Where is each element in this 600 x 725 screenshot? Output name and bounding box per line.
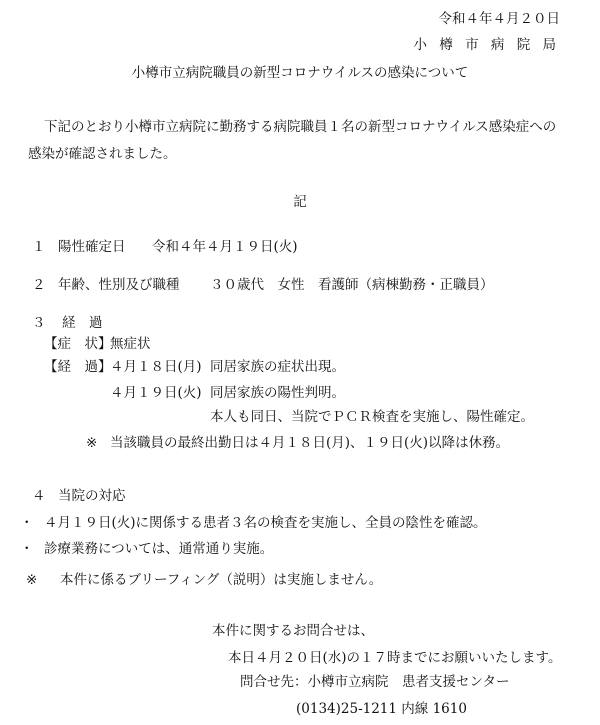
bullet-1: ・ [20,515,34,531]
section-2-number: ２ [32,277,46,293]
section-4-number: ４ [32,488,46,504]
course-1-date: ４月１８日(月) [110,359,202,375]
section-3-number: ３ [32,315,46,331]
contact-line-3: 問合せ先：小樽市立病院 患者支援センター [240,674,510,690]
symptom-label: 【症 状】 [44,336,112,352]
organization-name: 小 樽 市 病 院 局 [413,37,560,53]
intro-line-1: 下記のとおり小樽市立病院に勤務する病院職員１名の新型コロナウイルス感染症への [44,119,557,135]
date: 令和４年４月２０日 [438,11,560,27]
course-2-text-2: 本人も同日、当院でＰＣＲ検査を実施し、陽性確定。 [210,409,534,425]
remark-text: 本件に係るブリーフィング（説明）は実施しません。 [60,572,383,588]
course-label: 【経 過】 [44,359,112,375]
section-2-label: 年齢、性別及び職種 [58,277,180,293]
note-mark: ※ [86,435,98,451]
section-2-value: ３０歳代 女性 看護師（病棟勤務・正職員） [210,277,494,293]
contact-line-1: 本件に関するお問合せは、 [212,623,374,639]
section-1-label: 陽性確定日 [58,239,126,255]
intro-line-2: 感染が確認されました。 [28,146,177,162]
contact-phone: (0134)25-1211 内線 1610 [296,701,467,717]
contact-line-2: 本日４月２０日(水)の１７時までにお願いいたします。 [228,650,562,666]
section-1-number: １ [32,239,46,255]
section-3-label: 経 過 [62,315,103,331]
response-item-2: 診療業務については、通常通り実施。 [44,541,274,557]
symptom-value: 無症状 [110,336,151,352]
course-1-text: 同居家族の症状出現。 [210,359,345,375]
ki-heading: 記 [293,194,307,210]
section-4-label: 当院の対応 [58,488,126,504]
response-item-1: ４月１９日(火)に関係する患者３名の検査を実施し、全員の陰性を確認。 [44,515,487,531]
section-1-value: 令和４年４月１９日(火) [152,239,298,255]
bullet-2: ・ [20,541,34,557]
remark-mark: ※ [26,572,38,588]
course-2-text: 同居家族の陽性判明。 [210,385,345,401]
note-text: 当該職員の最終出勤日は４月１８日(月)、１９日(火)以降は休務。 [110,435,510,451]
course-2-date: ４月１９日(火) [110,385,202,401]
document-title: 小樽市立病院職員の新型コロナウイルスの感染について [131,65,469,81]
